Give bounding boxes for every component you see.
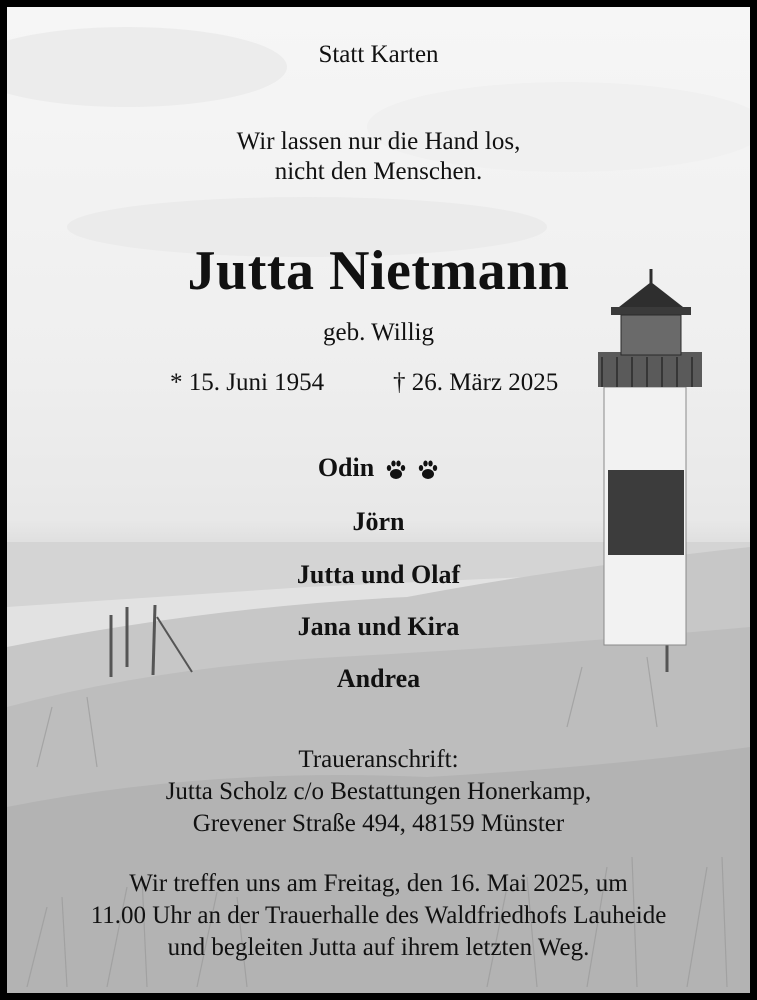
- family-member-jutta-olaf: Jutta und Olaf: [296, 560, 461, 589]
- service-line-1: Wir treffen uns am Freitag, den 16. Mai 2025, um: [129, 870, 628, 897]
- address-line-1: Jutta Scholz c/o Bestattungen Honerkamp,: [165, 778, 592, 805]
- family-member-jorn: Jörn: [352, 507, 405, 536]
- header-text: Statt Karten: [318, 41, 439, 68]
- quote-line-1: Wir lassen nur die Hand los,: [236, 128, 521, 155]
- service-line-2: 11.00 Uhr an der Trauerhalle des Waldfriedhofs Lauheide: [90, 902, 667, 929]
- family-member-jana-kira: Jana und Kira: [297, 612, 460, 641]
- family-member-andrea: Andrea: [336, 664, 421, 693]
- birth-date: * 15. Juni 1954: [170, 369, 325, 396]
- family-member-odin: [7, 453, 750, 483]
- paw-icon: [385, 459, 407, 481]
- address-line-2: Grevener Straße 494, 48159 Münster: [192, 810, 565, 837]
- service-line-3: und begleiten Jutta auf ihrem letzten Weg.: [167, 934, 590, 961]
- family-member-name: Odin: [317, 453, 375, 482]
- maiden-name: geb. Willig: [322, 319, 435, 346]
- address-label: Traueranschrift:: [298, 746, 459, 773]
- death-date: † 26. März 2025: [393, 369, 559, 396]
- deceased-name: Jutta Nietmann: [187, 240, 570, 302]
- quote-line-2: nicht den Menschen.: [274, 158, 483, 185]
- paw-icon: [417, 459, 439, 481]
